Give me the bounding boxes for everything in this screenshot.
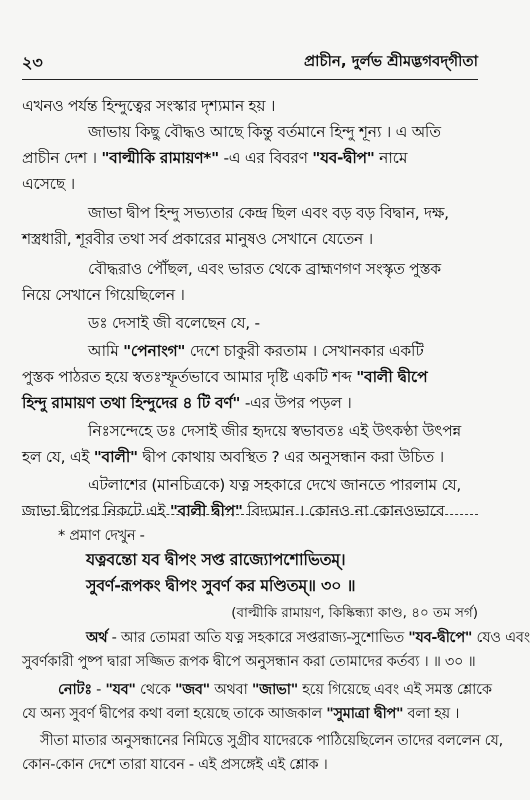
- body-line: এটলাশের (মানচিত্রকে) যত্ন সহকারে দেখে জানতে পারলাম যে,: [88, 476, 462, 494]
- body-line: এসেছে ।: [22, 175, 75, 193]
- note-line: নোটঃ - "যব" থেকে "জব" অথবা "জাভা" হয়ে গিয়েছে এবং এই সমস্ত শ্লোকে: [58, 682, 492, 698]
- sanskrit-verse-line: যত্নবন্তো যব দ্বীপং সপ্ত রাজ্যোপশোভিতম্।: [86, 550, 346, 569]
- emphasis-bali-dvip: "বালী দ্বীপ": [169, 502, 243, 520]
- footnote-separator: [22, 514, 478, 515]
- body-line: হল যে, এই "বালী" দ্বীপ কোথায় অবস্থিত ? এর অনুসন্ধান করা উচিত ।: [22, 448, 444, 466]
- body-line: জাভায় কিছু বৌদ্ধও আছে কিন্তু বর্তমানে হিন্দু শূন্য । এ অতি: [88, 123, 441, 141]
- body-line: হিন্দু রামায়ণ তথা হিন্দুদের ৪ টি বর্ণ" -এর উপর পড়ল ।: [22, 394, 352, 412]
- emphasis-hindu-ramayan: হিন্দু রামায়ণ তথা হিন্দুদের ৪ টি বর্ণ": [22, 394, 241, 412]
- page-number: ২৩: [22, 53, 43, 72]
- body-line: পুস্তক পাঠরত হয়ে স্বতঃস্ফূর্তভাবে আমার দৃষ্টি একটি শব্দ "বালী দ্বীপে: [22, 368, 428, 386]
- closing-line: সীতা মাতার অনুসন্ধানের নিমিত্তে সুগ্রীব যাদেরকে পাঠিয়েছিলেন তাদের বললেন যে,: [40, 733, 503, 749]
- note-line: যে অন্য সুবর্ণ দ্বীপের কথা বলা হয়েছে তাকে আজকাল "সুমাত্রা দ্বীপ" বলা হয় ।: [22, 706, 460, 722]
- closing-line: কোন-কোন দেশে তারা যাবেন - এই প্রসঙ্গেই এই শ্লোক ।: [22, 757, 328, 773]
- body-line: নিয়ে সেখানে গিয়েছিলেন ।: [22, 286, 185, 304]
- body-line: বৌদ্ধরাও পৌঁছল, এবং ভারত থেকে ব্রাহ্মণগণ সংস্কৃত পুস্তক: [88, 260, 441, 278]
- meaning-line: সুবর্ণকারী পুষ্প দ্বারা সজ্জিত রূপক দ্বীপে অনুসন্ধান করা তোমাদের কর্তব্য । ॥ ৩০ ॥: [22, 654, 476, 670]
- sanskrit-verse-line: সুবর্ণ-রূপকং দ্বীপং সুবর্ণ কর মণ্ডিতম্॥ ৩০ ॥: [86, 576, 356, 595]
- footnote-intro: * প্রমাণ দেখুন -: [58, 528, 145, 544]
- emphasis-ramayan: "বাল্মীকি রামায়ণ*": [101, 149, 219, 167]
- meaning-line: অর্থ - আর তোমরা অতি যত্ন সহকারে সপ্তরাজ্য-সুশোভিত "যব-দ্বীপে" যেও এবং: [86, 630, 530, 646]
- body-line: নিঃসন্দেহে ডঃ দেসাই জীর হৃদয়ে স্বভাবতঃ এই উৎকণ্ঠা উৎপন্ন: [88, 422, 461, 440]
- body-line: শস্ত্রধারী, শূরবীর তথা সর্ব প্রকারের মানুষও সেখানে যেতেন ।: [22, 230, 373, 248]
- page-header: [22, 50, 478, 72]
- body-line: ডঃ দেসাই জী বলেছেন যে, -: [88, 314, 260, 332]
- body-line: আমি "পেনাংগ" দেশে চাকুরী করতাম । সেখানকার একটি: [88, 342, 424, 360]
- body-line: জাভা দ্বীপ হিন্দু সভ্যতার কেন্দ্র ছিল এবং বড় বড় বিদ্বান, দক্ষ,: [88, 204, 449, 222]
- emphasis-yavadvip: "যব-দ্বীপ": [312, 149, 375, 167]
- emphasis-bali: "বালী দ্বীপে: [356, 368, 428, 386]
- emphasis-penang: "পেনাংগ": [123, 342, 186, 360]
- body-line: প্রাচীন দেশ । "বাল্মীকি রামায়ণ*" -এ এর বিবরণ "যব-দ্বীপ" নামে: [22, 149, 408, 167]
- body-line: জাভা দ্বীপের নিকটে এই "বালী দ্বীপ" বিদ্যমান । কোনও না কোনওভাবে: [22, 502, 445, 520]
- book-title: প্রাচীন, দুর্লভ শ্রীমদ্ভগবদ্‌গীতা: [303, 52, 478, 70]
- header-rule: [22, 79, 478, 80]
- verse-reference: (বাল্মীকি রামায়ণ, কিষ্কিন্ধ্যা কাণ্ড, ৪০ তম সর্গ): [231, 605, 478, 621]
- emphasis-bali-2: "বালী": [93, 448, 138, 466]
- body-line: এখনও পর্যন্ত হিন্দুত্বের সংস্কার দৃশ্যমান হয় ।: [22, 97, 276, 115]
